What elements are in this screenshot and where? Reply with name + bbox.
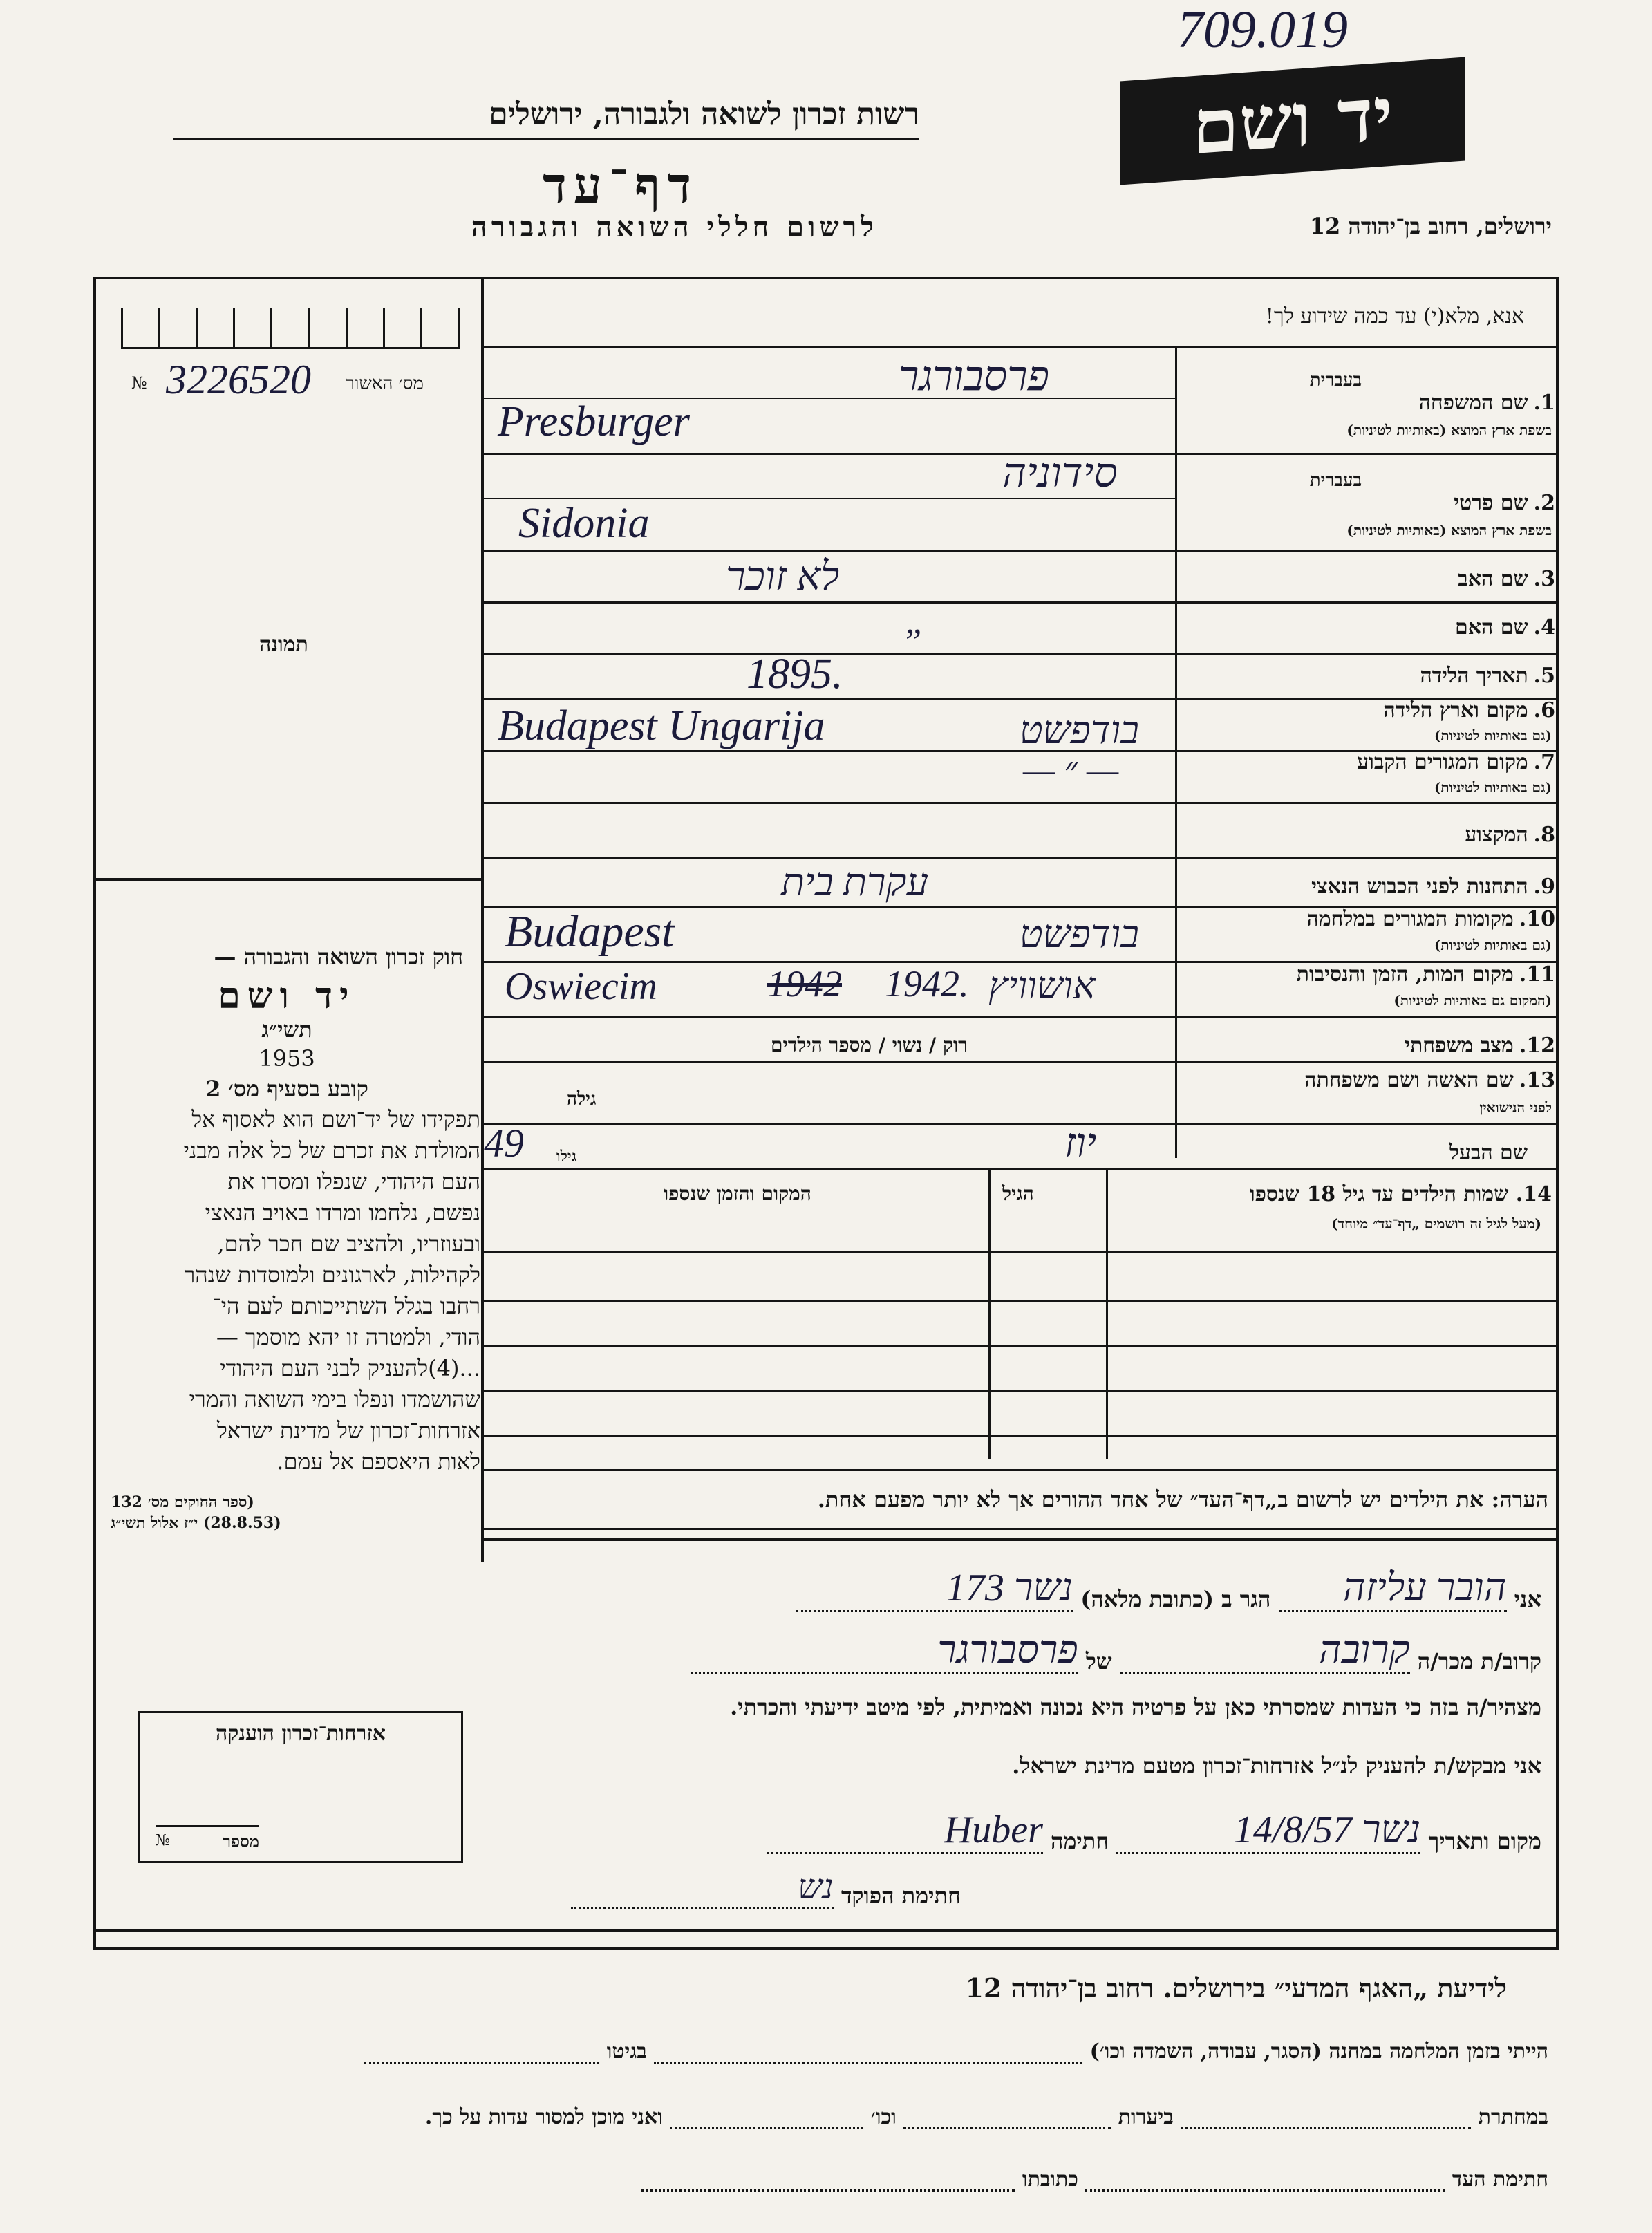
field-label-residence <box>1357 750 1555 774</box>
relation-of-value[interactable]: פרסבורגר <box>691 1628 1078 1674</box>
footer-witness-sign-label: חתימת העד <box>1452 2167 1548 2192</box>
declaration-request: אני מבקש/ת להעניק לנ״ל אזרחות־זכרון מטעם מדינת ישראל. <box>1012 1753 1541 1779</box>
law-text-line: תפקידו של יד־ושם הוא לאסוף אל <box>191 1106 480 1132</box>
footer-ghetto-label: בגיטו <box>606 2039 647 2064</box>
field-number: 12. <box>1519 1034 1555 1058</box>
row-divider <box>484 653 1559 655</box>
form-subtitle: לרשום חללי השואה והגבורה <box>471 211 878 243</box>
officer-signature[interactable]: נש <box>571 1867 834 1909</box>
law-text-line: העם היהודי, שנפלו ומסרו את <box>227 1168 480 1195</box>
husband-age-label: גילו <box>556 1148 576 1166</box>
wife-age-label: גילה <box>567 1089 597 1110</box>
field-number: 14. <box>1515 1182 1552 1206</box>
law-text-line: לקהילות, לארגונים ולמוסדות שנהר <box>184 1262 480 1288</box>
children-note: (מעל לגיל זה רושמים „דף־עד״ מיוחד) <box>1331 1215 1541 1232</box>
law-org: יד ושם <box>218 975 356 1017</box>
children-place-header: המקום והזמן שנספו <box>664 1182 811 1205</box>
field-label-wartime-residence <box>1307 907 1555 931</box>
first-name-hebrew[interactable]: סידוניה <box>1002 450 1118 496</box>
law-text-line: הודי, ולמטרה זו יהא מוסמך — <box>216 1324 480 1350</box>
field-label-text: מקום המגורים הקבוע <box>1357 750 1528 774</box>
tick-strip <box>121 308 460 349</box>
footer-address-label: כתובתו <box>1022 2167 1078 2192</box>
children-age-header: הגיל <box>1002 1182 1034 1205</box>
law-year-hebrew: תשי״ג <box>261 1016 312 1043</box>
lang-tag-hebrew: בעברית <box>1309 370 1362 391</box>
father-name-value[interactable]: לא זוכר <box>726 554 840 599</box>
death-place-hebrew[interactable]: אושוויץ <box>988 965 1096 1007</box>
field-label-text: מקום המות, הזמן והנסיבות <box>1296 962 1514 987</box>
witness-address[interactable]: נשר 173 <box>796 1566 1073 1612</box>
footer-line-3 <box>641 2167 1548 2192</box>
field-number: 7. <box>1533 750 1555 774</box>
memorial-title: אזרחות־זכרון הוענקה <box>215 1721 386 1746</box>
field-label-wife-name <box>1304 1068 1555 1092</box>
field-label-text: המקצוע <box>1465 823 1528 847</box>
lang-tag-hebrew: בעברית <box>1309 470 1362 491</box>
field-number: 9. <box>1533 875 1555 899</box>
birth-place-hebrew[interactable]: בודפשט <box>1020 709 1140 752</box>
law-text-line: רחבו בגלל השתייכותם לעם הי־ <box>212 1293 480 1319</box>
footer-camp-blank[interactable] <box>654 2062 1082 2064</box>
field-label-text: תאריך הלידה <box>1420 664 1528 688</box>
footer-willing-label: ואני מוכן למסור עדות על כך. <box>424 2105 663 2129</box>
row-divider <box>484 1123 1559 1125</box>
row-divider <box>484 550 1559 552</box>
declaration-line-1 <box>796 1566 1541 1612</box>
field-sub-maiden: לפני הנישואין <box>1479 1099 1552 1116</box>
declaration-line-sign <box>767 1808 1541 1854</box>
husband-name-value[interactable]: יוז <box>1064 1121 1097 1166</box>
archive-number: 709.019 <box>1177 1 1348 59</box>
field-sub-latin-note: (גם באותיות לטיניות) <box>1434 779 1552 796</box>
residence-value[interactable]: — ״ — <box>1023 751 1119 790</box>
field-number: 8. <box>1533 823 1555 847</box>
field-number: 10. <box>1519 907 1555 931</box>
relative-label: קרוב/ת מכר/ה <box>1417 1648 1541 1674</box>
family-name-hebrew[interactable]: פרסבורגר <box>899 353 1050 399</box>
field-label-first-name <box>1454 491 1555 515</box>
law-source: (ספר החוקים מס׳ 132 <box>111 1493 254 1511</box>
field-label-text: שם האשה ושם משפחתה <box>1304 1068 1514 1092</box>
resides-label: הגר ב (כתובת מלאה) <box>1080 1586 1271 1612</box>
husband-age-value[interactable]: 49 <box>484 1121 524 1166</box>
field-label-text: מקומות המגורים במלחמה <box>1306 907 1514 931</box>
family-name-latin[interactable]: Presburger <box>498 398 690 445</box>
pre-war-value[interactable]: עקרת בית <box>781 861 929 904</box>
col-divider <box>1106 1168 1108 1459</box>
footer-etc-blank[interactable] <box>670 2127 863 2129</box>
authority-heading: רשות זכרון לשואה ולגבורה, ירושלים <box>173 97 919 140</box>
field-sub-latin-note: (גם באותיות לטיניות) <box>1434 727 1552 744</box>
law-year: 1953 <box>259 1045 315 1072</box>
footer-title: לידיעת „האגף המדעי״ בירושלים. רחוב בן־יהודה 12 <box>965 1972 1507 2003</box>
row-divider <box>484 802 1559 804</box>
number-sign: № <box>131 373 147 393</box>
wartime-residence-latin[interactable]: Budapest <box>505 906 675 957</box>
declaration-top-rule <box>484 1538 1559 1541</box>
law-text-line: שהושמדו ונפלו בימי השואה והמרי <box>189 1386 480 1412</box>
field-label-birth-place <box>1383 698 1555 722</box>
children-header-text: שמות הילדים עד גיל 18 שנספו <box>1249 1182 1509 1206</box>
footer-address-blank[interactable] <box>641 2189 1015 2192</box>
footer-underground-blank[interactable] <box>1181 2127 1471 2129</box>
declaration-officer-line <box>571 1867 961 1909</box>
field-label-family-name <box>1419 391 1555 415</box>
field-number: 2. <box>1533 491 1555 515</box>
photo-label: תמונה <box>259 633 308 657</box>
children-row <box>484 1390 1559 1392</box>
row-divider <box>484 1061 1559 1063</box>
birth-date-value[interactable]: 1895. <box>747 651 843 698</box>
footer-line-2 <box>425 2105 1548 2129</box>
footer-forest-label: ביערות <box>1118 2105 1174 2129</box>
field-label-text: שם האב <box>1458 567 1528 591</box>
signature-label: חתימה <box>1051 1828 1109 1854</box>
death-year[interactable]: 1942. <box>885 963 969 1005</box>
law-text-line: אזרחות־זכרון של מדינת ישראל <box>216 1417 480 1443</box>
footer-camp-label: הייתי בזמן המלחמה במחנה (הסגר, עבודה, השמדה וכו׳) <box>1089 2039 1548 2064</box>
address: ירושלים, רחוב בן־יהודה 12 <box>1309 213 1552 239</box>
field-label-text: שם פרטי <box>1454 491 1528 515</box>
approval-label: מס׳ האשור <box>346 373 424 394</box>
field-sub-latin-note: (המקום גם באותיות לטיניות) <box>1393 992 1552 1009</box>
field-number: 11. <box>1519 962 1555 987</box>
law-text-line: נפשם, נלחמו ומרדו באויב הנאצי <box>205 1199 480 1226</box>
field-number: 5. <box>1533 664 1555 688</box>
law-text-line: ...(4)להעניק לבני העם היהודי <box>220 1355 480 1381</box>
law-clause: קובע בסעיף מס׳ 2 <box>205 1076 368 1102</box>
field-label-text: התחנות לפני הכבוש הנאצי <box>1311 875 1528 899</box>
law-source-date: (28.8.53) י״ז אלול תשי״ג <box>111 1514 281 1532</box>
field-label-text: מצב משפחתי <box>1405 1034 1514 1058</box>
place-date-label: מקום ותאריך <box>1428 1828 1541 1854</box>
marital-options[interactable]: רוק / נשוי / מספר הילדים <box>771 1034 968 1056</box>
field-label-husband: שם הבעל <box>1449 1141 1528 1165</box>
footer-etc-label: וכו׳ <box>870 2105 897 2129</box>
field-label-death <box>1297 962 1555 987</box>
field-label-father-name <box>1458 567 1555 591</box>
wartime-residence-hebrew[interactable]: בודפשט <box>1020 913 1140 956</box>
field-label-profession <box>1465 823 1555 847</box>
form-prompt: אנא, מלא(י) עד כמה שידוע לך! <box>1265 304 1524 328</box>
children-remark: הערה: את הילדים יש לרשום ב„דף־העד״ של אחד ההורים אך לא יותר מפעם אחת. <box>817 1486 1548 1513</box>
field-sub-latin-note: בשפת ארץ המוצא (באותיות לטיניות) <box>1346 422 1552 438</box>
field-label-birth-date <box>1420 664 1555 688</box>
footer-divider <box>93 1929 1559 1932</box>
death-place-latin[interactable]: Oswiecim <box>505 965 657 1008</box>
children-row <box>484 1251 1559 1253</box>
witness-name[interactable]: הובר עליזה <box>1279 1566 1507 1612</box>
children-row <box>484 1300 1559 1302</box>
row-divider <box>484 1168 1559 1170</box>
declaration-i: אני <box>1514 1586 1541 1612</box>
children-header <box>1250 1182 1552 1206</box>
first-name-latin[interactable]: Sidonia <box>518 500 650 547</box>
field-number: 13. <box>1519 1068 1555 1092</box>
memorial-number-label: מספר <box>156 1825 259 1852</box>
relation-value[interactable]: קרובה <box>1120 1628 1410 1674</box>
declaration-line-2 <box>691 1628 1541 1674</box>
mother-name-value[interactable]: „ <box>905 602 926 642</box>
field-label-text: מקום וארץ הלידה <box>1383 698 1528 722</box>
of-label: של <box>1085 1648 1112 1674</box>
approval-number[interactable]: 3226520 <box>166 357 311 402</box>
field-label-text: שם המשפחה <box>1418 391 1528 415</box>
field-number: 6. <box>1533 698 1555 722</box>
field-number: 4. <box>1533 615 1555 639</box>
field-label-mother-name <box>1455 615 1555 639</box>
place-date-value[interactable]: נשר 14/8/57 <box>1116 1808 1420 1854</box>
children-row <box>484 1469 1559 1471</box>
children-row <box>484 1345 1559 1347</box>
form-title: דף־עד <box>543 156 698 214</box>
death-year-struck: 1942 <box>767 963 842 1005</box>
field-label-text: שם האם <box>1455 615 1528 639</box>
row-divider <box>484 1016 1559 1018</box>
officer-label: חתימת הפוקד <box>841 1882 961 1909</box>
row-divider <box>484 857 1559 859</box>
children-row <box>484 1435 1559 1437</box>
section-divider <box>484 1528 1559 1530</box>
field-sub-latin-note: בשפת ארץ המוצא (באותיות לטיניות) <box>1346 522 1552 539</box>
footer-ghetto-blank[interactable] <box>364 2062 599 2064</box>
footer-line-1 <box>364 2039 1548 2064</box>
signature-value[interactable]: Huber <box>767 1808 1043 1854</box>
field-label-marital-status <box>1405 1034 1555 1058</box>
number-sign: № <box>156 1832 170 1849</box>
field-label-pre-war <box>1311 875 1555 899</box>
field-number: 1. <box>1533 391 1555 415</box>
declaration-statement: מצהיר/ה בזה כי העדות שמסרתי כאן על פרטיה היא נכונה ואמיתית, לפי מיטב ידיעתי והכרתי. <box>730 1694 1541 1720</box>
yad-vashem-logo: יד ושם <box>1120 57 1465 185</box>
law-title: חוק זכרון השואה והגבורה — <box>214 944 463 970</box>
law-text-line: ובעוזריו, ולהציב שם חכר להם, <box>217 1231 480 1257</box>
law-text-line: המולדת את זכרם של כל אלה מבני <box>183 1137 480 1164</box>
field-number: 3. <box>1533 567 1555 591</box>
footer-underground-label: במחתרת <box>1478 2105 1548 2129</box>
birth-place-latin[interactable]: Budapest Ungarija <box>498 702 825 749</box>
row-divider <box>484 346 1559 348</box>
law-text-line: לאות היאספם אל עמם. <box>276 1448 480 1475</box>
col-divider <box>988 1168 991 1459</box>
row-divider <box>484 601 1559 604</box>
field-sub-latin-note: (גם באותיות לטיניות) <box>1434 937 1552 953</box>
footer-witness-sign-blank[interactable] <box>1085 2189 1445 2192</box>
footer-forest-blank[interactable] <box>903 2127 1111 2129</box>
